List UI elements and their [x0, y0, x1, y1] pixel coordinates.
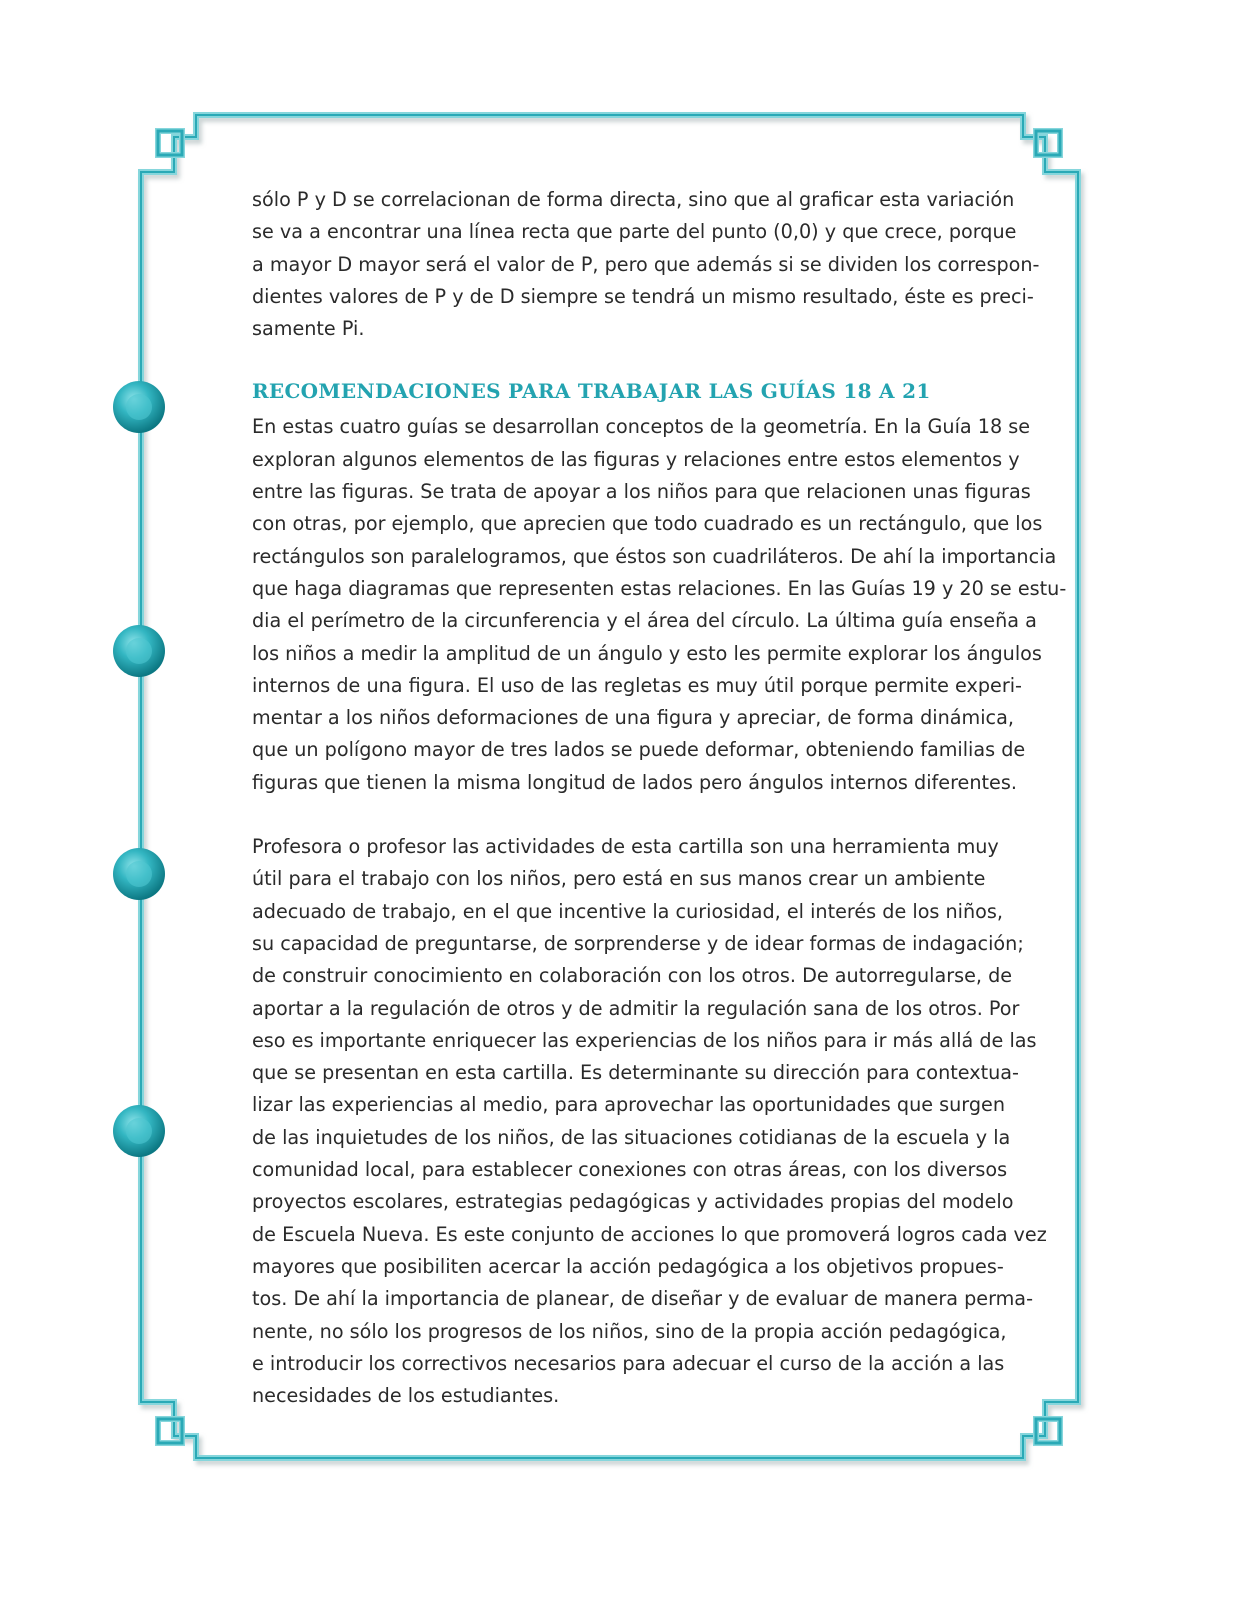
- text-line: e introducir los correctivos necesarios para adecuar el curso de la acción a las: [252, 1351, 1005, 1375]
- text-line: que un polígono mayor de tres lados se puede deformar, obteniendo familias de: [252, 738, 1026, 762]
- text-line: su capacidad de preguntarse, de sorprenderse y de idear formas de indagación;: [252, 931, 1024, 955]
- text-line: samente Pi.: [252, 317, 365, 341]
- text-line: adecuado de trabajo, en el que incentive la curiosidad, el interés de los niños,: [252, 899, 1004, 923]
- text-line: necesidades de los estudiantes.: [252, 1384, 560, 1408]
- bead-4: [113, 1105, 165, 1157]
- text-line: dientes valores de P y de D siempre se tendrá un mismo resultado, éste es preci-: [252, 284, 1034, 308]
- text-line: internos de una figura. El uso de las regletas es muy útil porque permite experi-: [252, 673, 1022, 697]
- text-line: Profesora o profesor las actividades de esta cartilla son una herramienta muy: [252, 835, 999, 859]
- text-line: lizar las experiencias al medio, para aprovechar las oportunidades que surgen: [252, 1093, 1005, 1117]
- section-heading: RECOMENDACIONES PARA TRABAJAR LAS GUÍAS 18 A 21: [252, 379, 931, 404]
- bead-1: [113, 381, 165, 433]
- intro-paragraph: [252, 184, 1040, 345]
- text-line: entre las figuras. Se trata de apoyar a los niños para que relacionen unas figuras: [252, 480, 1031, 504]
- text-line: tos. De ahí la importancia de planear, de diseñar y de evaluar de manera perma-: [252, 1287, 1033, 1311]
- text-line: nente, no sólo los progresos de los niños, sino de la propia acción pedagógica,: [252, 1319, 1007, 1343]
- text-line: proyectos escolares, estrategias pedagógicas y actividades propias del modelo: [252, 1190, 1014, 1214]
- paragraph-2: [252, 831, 1047, 1412]
- text-line: de construir conocimiento en colaboración con los otros. De autorregularse, de: [252, 964, 1013, 988]
- text-line: que haga diagramas que representen estas relaciones. En las Guías 19 y 20 se estu-: [252, 576, 1067, 600]
- text-line: En estas cuatro guías se desarrollan conceptos de la geometría. En la Guía 18 se: [252, 415, 1031, 439]
- text-line: mayores que posibiliten acercar la acción pedagógica a los objetivos propues-: [252, 1254, 1004, 1278]
- bead-2: [113, 625, 165, 677]
- text-line: a mayor D mayor será el valor de P, pero que además si se dividen los correspon-: [252, 252, 1040, 276]
- paragraph-1: [252, 411, 1067, 799]
- text-line: que se presentan en esta cartilla. Es determinante su dirección para contextua-: [252, 1061, 1019, 1085]
- bead-3: [113, 848, 165, 900]
- text-line: figuras que tienen la misma longitud de lados pero ángulos internos diferentes.: [252, 770, 1017, 794]
- text-line: útil para el trabajo con los niños, pero está en sus manos crear un ambiente: [252, 867, 986, 891]
- text-line: aportar a la regulación de otros y de admitir la regulación sana de los otros. Por: [252, 996, 1020, 1020]
- text-line: de Escuela Nueva. Es este conjunto de acciones lo que promoverá logros cada vez: [252, 1222, 1047, 1246]
- text-line: de las inquietudes de los niños, de las situaciones cotidianas de la escuela y la: [252, 1125, 1011, 1149]
- text-line: rectángulos son paralelogramos, que éstos son cuadriláteros. De ahí la importancia: [252, 544, 1057, 568]
- text-line: con otras, por ejemplo, que aprecien que todo cuadrado es un rectángulo, que los: [252, 512, 1043, 536]
- text-line: exploran algunos elementos de las figuras y relaciones entre estos elementos y: [252, 447, 1020, 471]
- text-line: dia el perímetro de la circunferencia y el área del círculo. La última guía enseña a: [252, 609, 1037, 633]
- text-line: mentar a los niños deformaciones de una figura y apreciar, de forma dinámica,: [252, 706, 1014, 730]
- text-line: sólo P y D se correlacionan de forma directa, sino que al graficar esta variación: [252, 188, 1015, 211]
- text-line: los niños a medir la amplitud de un ángulo y esto les permite explorar los ángulos: [252, 641, 1042, 665]
- text-line: eso es importante enriquecer las experiencias de los niños para ir más allá de las: [252, 1028, 1037, 1052]
- page-text: [252, 184, 1067, 1412]
- text-line: se va a encontrar una línea recta que parte del punto (0,0) y que crece, porque: [252, 220, 1017, 244]
- text-line: comunidad local, para establecer conexiones con otras áreas, con los diversos: [252, 1158, 1008, 1182]
